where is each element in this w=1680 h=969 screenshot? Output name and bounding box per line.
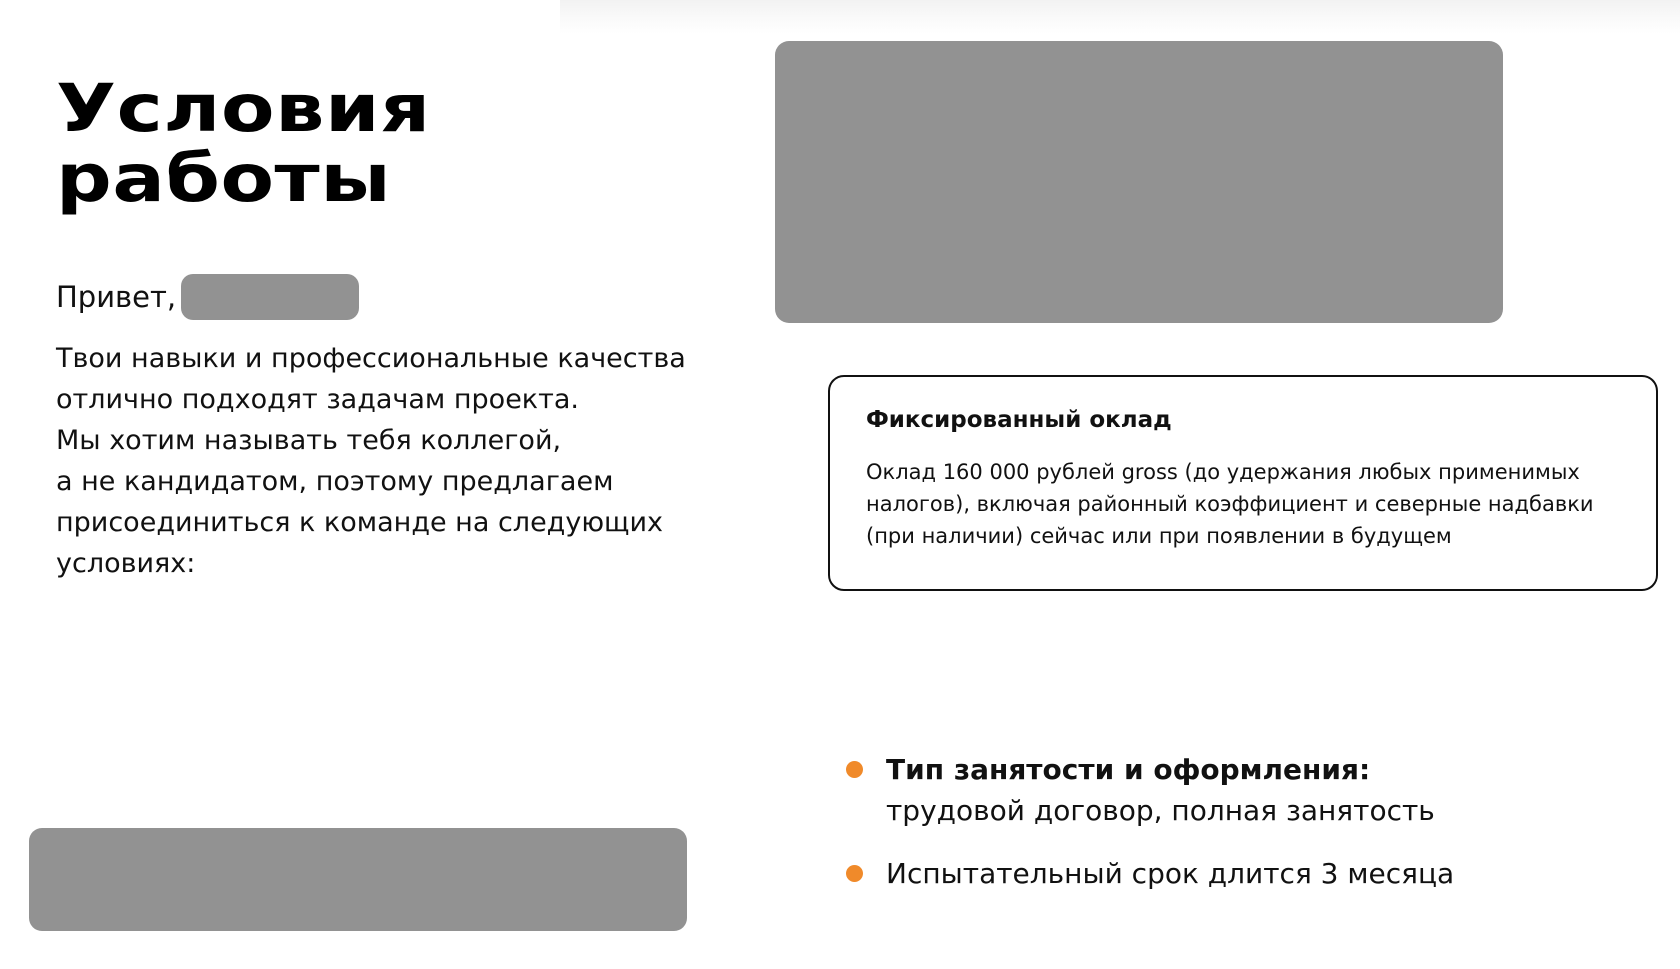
redacted-image (775, 41, 1503, 323)
redacted-name (181, 274, 359, 320)
greeting (56, 274, 359, 320)
orange-dot-icon (846, 865, 863, 882)
orange-dot-icon (846, 761, 863, 778)
greeting-text: Привет, (56, 280, 177, 314)
condition-text: трудовой договор, полная занятость (886, 794, 1435, 827)
salary-card-text: Оклад 160 000 рублей gross (до удержания любых применимых налогов), включая районный коэффициент и северные надбавки (при наличии) сейчас или при появлении в будущем (866, 460, 1594, 548)
redacted-footer (29, 828, 687, 931)
condition-title: Тип занятости и оформления: (886, 753, 1371, 786)
top-shadow (560, 0, 1680, 34)
condition-item-probation (846, 853, 1606, 894)
intro-paragraph: Твои навыки и профессиональные качества отлично подходят задачам проекта. Мы хотим называть тебя коллегой, а не кандидатом, поэтому предлагаем присоединиться к команде на следующих условиях: (56, 343, 686, 579)
salary-card (828, 375, 1658, 591)
condition-text: Испытательный срок длится 3 месяца (886, 857, 1455, 890)
conditions-list (846, 749, 1606, 894)
page-title: Условия работы (56, 70, 431, 217)
condition-item-employment (846, 749, 1606, 831)
salary-card-title: Фиксированный оклад (866, 407, 1172, 433)
